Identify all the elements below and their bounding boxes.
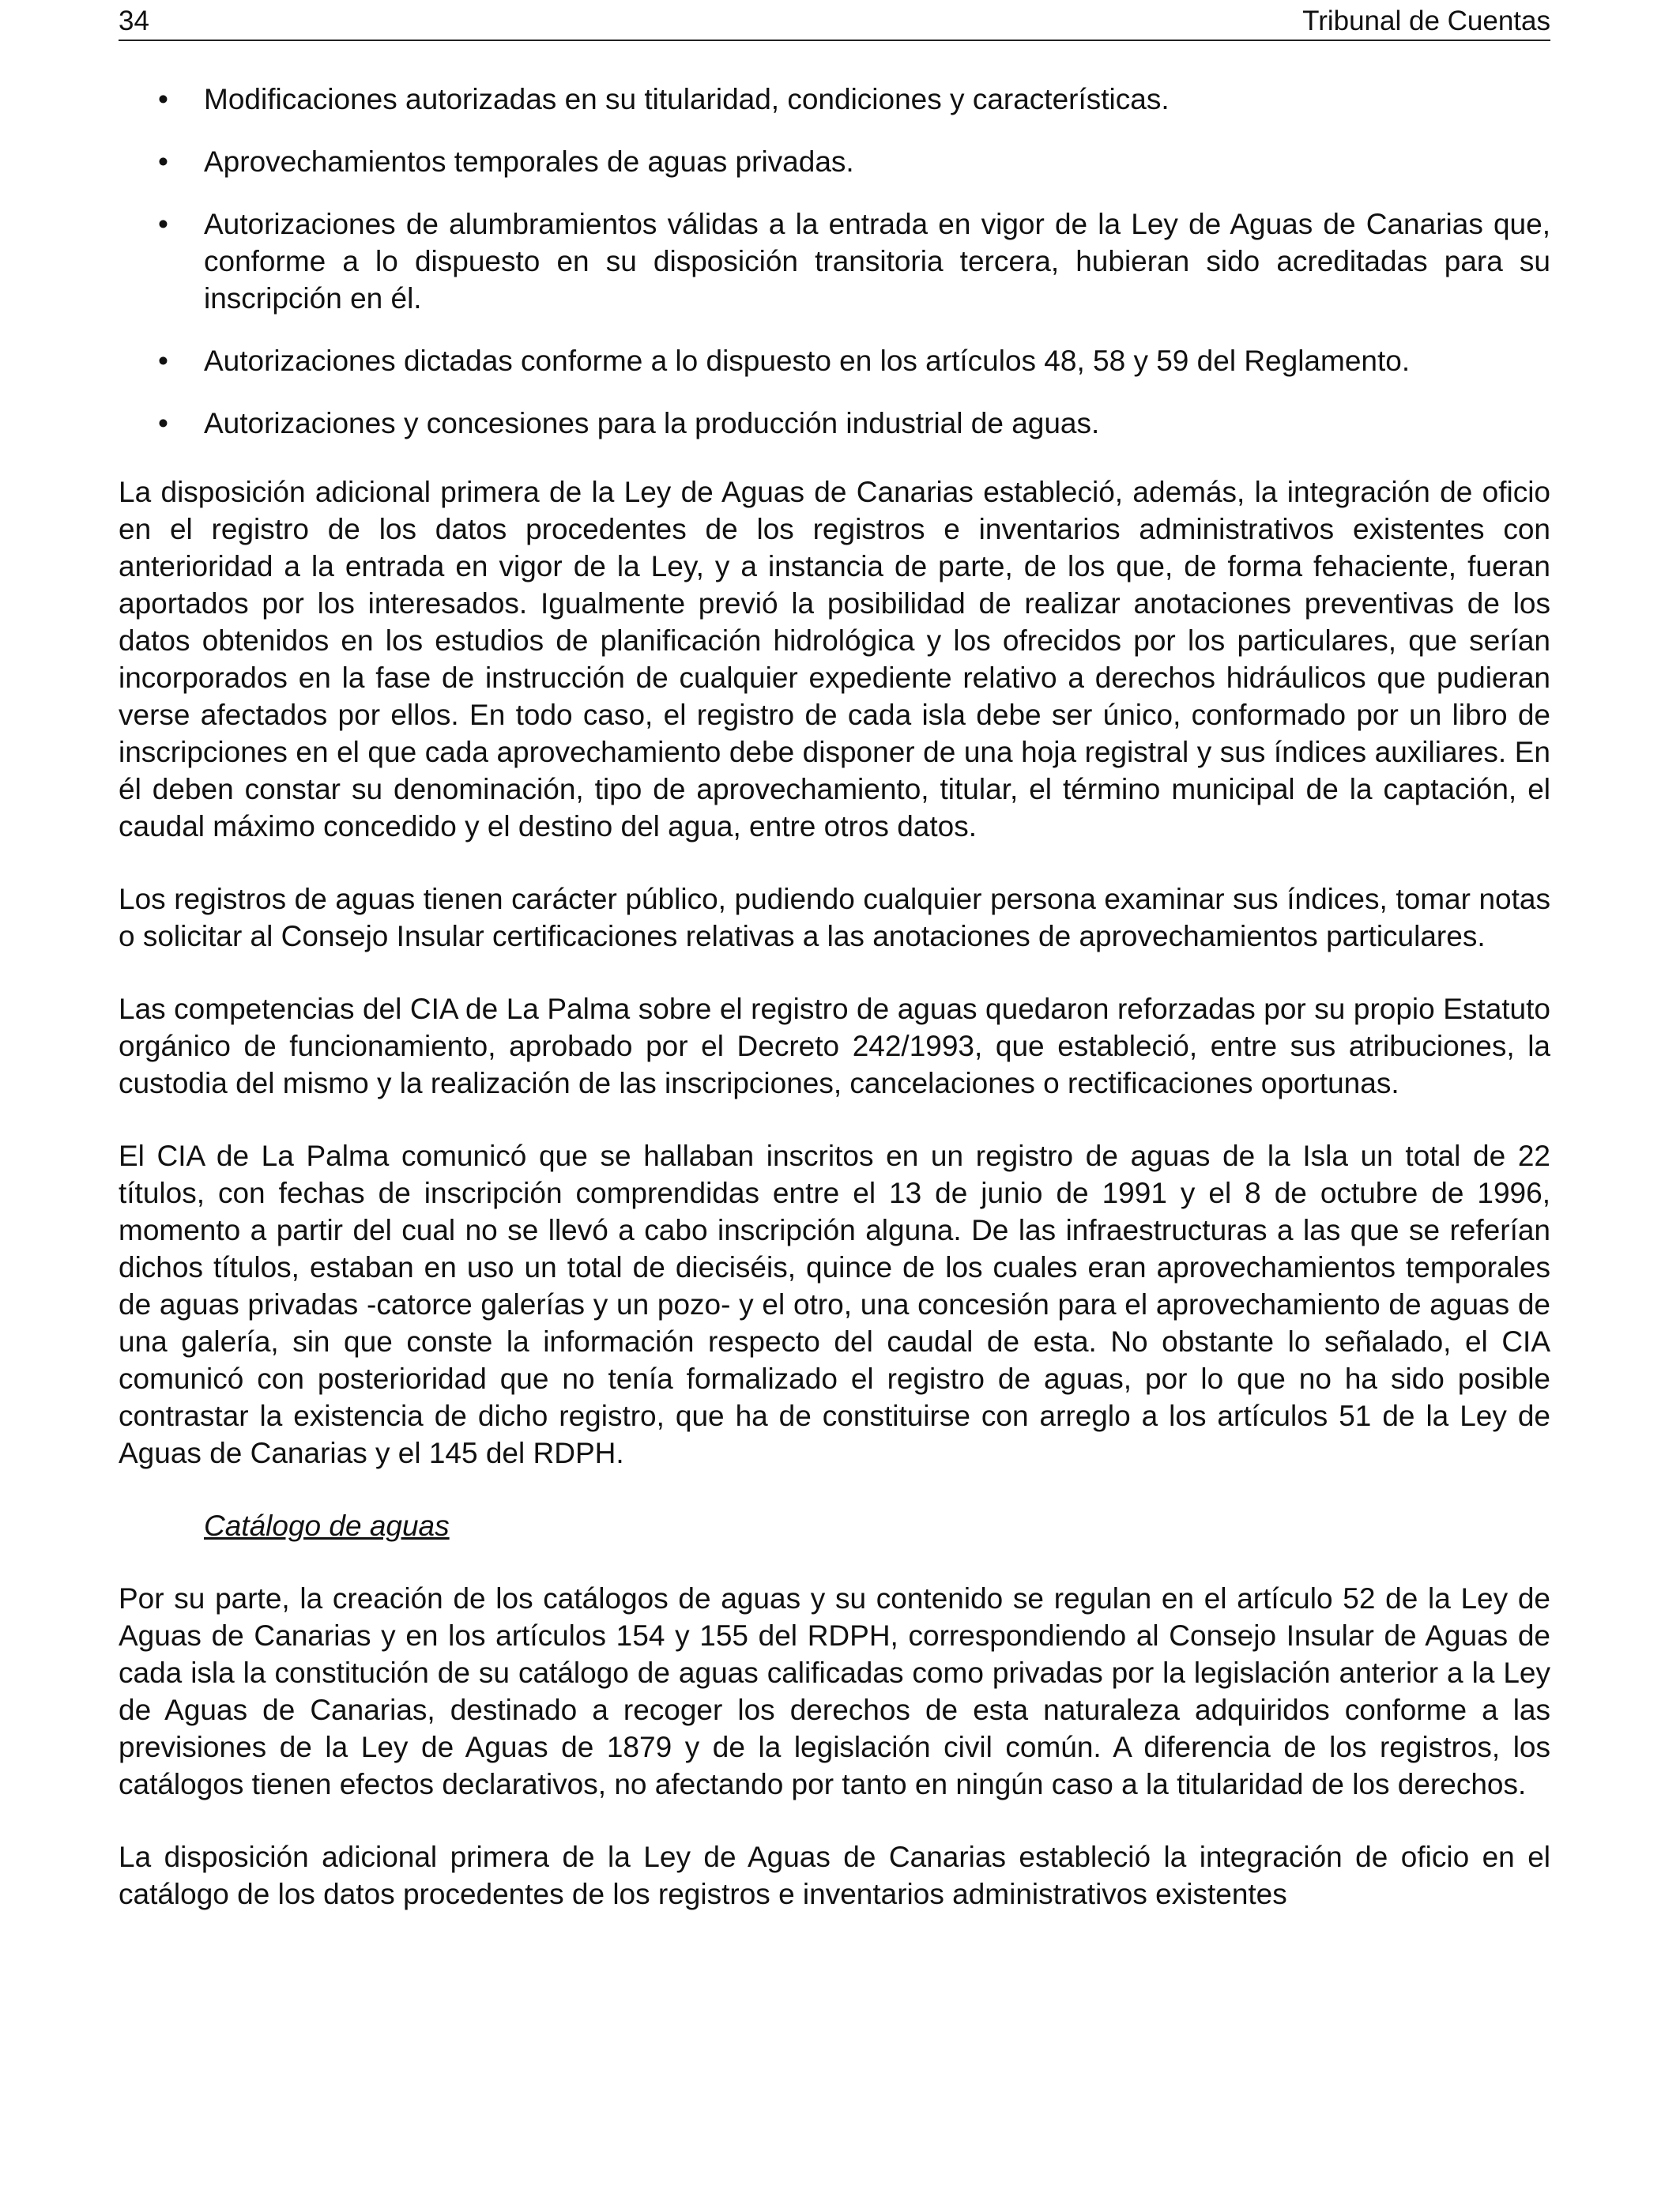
paragraph: Los registros de aguas tienen carácter público, pudiendo cualquier persona examinar sus índices, tomar notas o solicitar al Consejo Insular certificaciones relativas a las anotaciones de aprovechamientos particulares. [119,883,1550,952]
list-item [119,81,1550,118]
page-number: 34 [119,6,149,36]
list-item-text: Modificaciones autorizadas en su titularidad, condiciones y características. [204,83,1170,115]
bullet-icon: • [158,83,168,115]
list-item [119,405,1550,442]
paragraph: Las competencias del CIA de La Palma sobre el registro de aguas quedaron reforzadas por su propio Estatuto orgánico de funcionamiento, aprobado por el Decreto 242/1993, que estableció, entre sus atribuciones, la custodia del mismo y la realización de las inscripciones, cancelaciones o rectificaciones oportunas. [119,993,1550,1099]
list-item [119,342,1550,379]
bullet-list [119,81,1550,442]
bullet-icon: • [158,145,168,178]
paragraph: La disposición adicional primera de la Ley de Aguas de Canarias estableció la integración de oficio en el catálogo de los datos procedentes de los registros e inventarios administrativos existentes [119,1841,1550,1910]
header-title: Tribunal de Cuentas [1302,6,1550,36]
list-item [119,143,1550,180]
list-item [119,205,1550,317]
bullet-icon: • [158,345,168,377]
paragraph: La disposición adicional primera de la Ley de Aguas de Canarias estableció, además, la integración de oficio en el registro de los datos procedentes de los registros e inventarios administrativos existentes con anterioridad a la entrada en vigor de la Ley, y a instancia de parte, de los que, de forma fehaciente, fueran aportados por los interesados. Igualmente previó la posibilidad de realizar anotaciones preventivas de los datos obtenidos en los estudios de planificación hidrológica y los ofrecidos por los particulares, que serían incorporados en la fase de instrucción de cualquier expediente relativo a derechos hidráulicos que pudieran verse afectados por ellos. En todo caso, el registro de cada isla debe ser único, conformado por un libro de inscripciones en el que cada aprovechamiento debe disponer de una hoja registral y sus índices auxiliares. En él deben constar su denominación, tipo de aprovechamiento, titular, el término municipal de la captación, el caudal máximo concedido y el destino del agua, entre otros datos. [119,476,1550,843]
bullet-icon: • [158,208,168,240]
list-item-text: Autorizaciones dictadas conforme a lo dispuesto en los artículos 48, 58 y 59 del Reglamento. [204,345,1411,377]
list-item-text: Autorizaciones y concesiones para la producción industrial de aguas. [204,407,1100,439]
list-item-text: Aprovechamientos temporales de aguas privadas. [204,145,854,178]
page-header [119,0,1550,41]
bullet-icon: • [158,407,168,439]
list-item-text: Autorizaciones de alumbramientos válidas a la entrada en vigor de la Ley de Aguas de Canarias que, conforme a lo dispuesto en su disposición transitoria tercera, hubieran sido acreditadas para su inscripción en él. [204,208,1550,315]
paragraph: Por su parte, la creación de los catálogos de aguas y su contenido se regulan en el artículo 52 de la Ley de Aguas de Canarias y en los artículos 154 y 155 del RDPH, correspondiendo al Consejo Insular de Aguas de cada isla la constitución de su catálogo de aguas calificadas como privadas por la legislación anterior a la Ley de Aguas de Canarias, destinado a recoger los derechos de esta naturaleza adquiridos conforme a las previsiones de la Ley de Aguas de 1879 y de la legislación civil común. A diferencia de los registros, los catálogos tienen efectos declarativos, no afectando por tanto en ningún caso a la titularidad de los derechos. [119,1582,1550,1800]
section-subheading: Catálogo de aguas [204,1510,450,1542]
document-page [119,0,1550,1948]
paragraph: El CIA de La Palma comunicó que se hallaban inscritos en un registro de aguas de la Isla un total de 22 títulos, con fechas de inscripción comprendidas entre el 13 de junio de 1991 y el 8 de octubre de 1996, momento a partir del cual no se llevó a cabo inscripción alguna. De las infraestructuras a las que se referían dichos títulos, estaban en uso un total de dieciséis, quince de los cuales eran aprovechamientos temporales de aguas privadas -catorce galerías y un pozo- y el otro, una concesión para el aprovechamiento de aguas de una galería, sin que conste la información respecto del caudal de esta. No obstante lo señalado, el CIA comunicó con posterioridad que no tenía formalizado el registro de aguas, por lo que no ha sido posible contrastar la existencia de dicho registro, que ha de constituirse con arreglo a los artículos 51 de la Ley de Aguas de Canarias y el 145 del RDPH. [119,1140,1550,1469]
